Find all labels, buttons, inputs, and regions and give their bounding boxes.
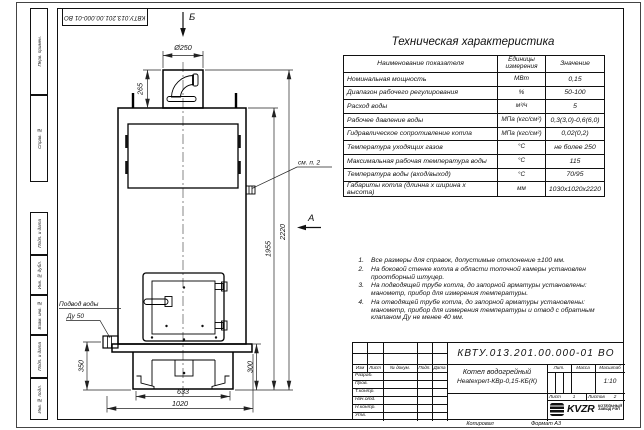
view-b-label: Б: [189, 12, 196, 23]
spec-table: [343, 55, 605, 197]
note-number: 4.: [358, 298, 364, 306]
kvzr-sub-line1: КОТЕЛЬНЫЙ: [598, 403, 622, 408]
kvzr-sub-line2: ЗАВОД РЭП: [598, 407, 620, 412]
door-handle: [144, 299, 168, 305]
bolt: [165, 325, 167, 327]
kvzr-logo-subtext: [598, 405, 626, 412]
spec-cell: 0,15: [546, 73, 604, 87]
spec-cell: Расход воды: [344, 100, 498, 114]
mass-label: Масса: [576, 365, 590, 370]
water-leader: [66, 321, 109, 337]
side-label-text: Подп. и дата: [36, 342, 42, 371]
col-list: Лист: [369, 365, 381, 370]
col-izm: Изм: [355, 365, 365, 370]
grid-line: [547, 400, 625, 401]
leader-dot: [108, 335, 110, 337]
scale-label: Масштаб: [599, 365, 621, 370]
see-note-label: см. п. 2: [298, 159, 321, 167]
spec-cell: не более 250: [546, 141, 604, 155]
spec-table-title: Техническая характеристика: [391, 36, 555, 48]
door-handle-mount: [165, 297, 172, 307]
spec-cell: Номинальная мощность: [344, 73, 498, 87]
spec-cell: Температура уходящих газов: [344, 141, 498, 155]
dim-2220: 2220: [278, 224, 287, 240]
spec-cell: 115: [546, 155, 604, 169]
note-item: [354, 257, 610, 265]
upper-hinge: [238, 161, 241, 174]
format-label: Формат А3: [530, 421, 562, 427]
note-text: На подводящей трубе котла, до запорной арматуры установлены: манометр, прибор для измерения температуры.: [371, 282, 587, 298]
spec-cell: 0,02(0,2): [546, 128, 604, 142]
note-text: На отводящей трубе котла, до запорной арматуры установлены: манометр, прибор для измерения температуры и отвод с обратным клапаном Ду не менее 40 мм.: [371, 298, 595, 322]
dim-265: 265: [135, 83, 145, 95]
elbow-pipe: [172, 76, 194, 98]
dimension-lines: [59, 51, 332, 413]
note-number: 1.: [358, 257, 364, 264]
spec-cell: Габариты котла (длинна х ширина х высота): [344, 182, 498, 196]
note-item: [354, 266, 610, 282]
upper-hinge: [125, 161, 128, 174]
spec-header-cell: Значение: [546, 56, 604, 73]
water-inlet-dn: Ду 50: [67, 313, 84, 320]
note-leader: [252, 167, 332, 189]
spec-cell: МПа (кгс/см²): [498, 114, 546, 128]
dimension-labels: [59, 12, 321, 408]
spec-cell: °С: [498, 141, 546, 155]
col-podp: Подп.: [418, 365, 431, 370]
side-label-text: Справ. №: [36, 128, 42, 149]
lit-label: Лит.: [553, 365, 565, 370]
dim-1955: 1955: [263, 241, 273, 257]
sheet-value: 1: [572, 393, 576, 399]
note-number: 3.: [358, 282, 364, 290]
spec-header-cell: Единицы измерения: [498, 56, 546, 73]
role-nkontr: Н.контр.: [355, 405, 376, 410]
spec-cell: °С: [498, 169, 546, 183]
bolt: [151, 336, 153, 338]
spec-cell: %: [498, 87, 546, 101]
lower-door-inner: [152, 281, 215, 334]
spec-cell: м³/ч: [498, 100, 546, 114]
note-item: [354, 282, 610, 298]
role-nachotd: Нач.отд.: [355, 397, 376, 402]
col-data: Дата: [433, 365, 446, 370]
spec-cell: 0,3(3,0)-0,6(6,0): [546, 114, 604, 128]
bolt: [183, 338, 185, 340]
bolt: [183, 286, 185, 288]
note-text: Все размеры для справок, допустимые отклонение ±100 мм.: [371, 257, 565, 264]
grid-line: [547, 364, 548, 421]
grid-line: [555, 372, 556, 393]
spec-cell: 70/95: [546, 169, 604, 183]
grid-line: [547, 372, 625, 373]
copied-label: Копировал: [466, 421, 494, 427]
side-label-text: Подп. и дата: [36, 219, 42, 248]
spec-cell: мм: [498, 182, 546, 196]
side-label-text: Перв. примен.: [36, 36, 42, 67]
boiler-outline: [103, 70, 255, 389]
grid-line: [586, 393, 587, 400]
spec-cell: Рабочее давление воды: [344, 114, 498, 128]
spec-cell: °С: [498, 155, 546, 169]
foot-left: [137, 376, 155, 389]
product-title-line1: Котел водогрейный: [462, 367, 532, 376]
lower-door: [143, 273, 224, 341]
product-title-line2: Heatexpert-КВр-0,15-КБ(К): [456, 378, 538, 385]
doc-number-top: КВТУ.013.201.00.000-01 ВО: [64, 13, 146, 21]
kvzr-logo-icon: [550, 403, 564, 416]
water-inlet-label: Подвод воды: [59, 301, 99, 308]
spec-cell: Диапазон рабочего регулирования: [344, 87, 498, 101]
role-razrab: Разраб.: [355, 373, 373, 378]
sheet-label: Лист: [549, 393, 561, 399]
note-text: На боковой стенке котла в области топочной камеры установлен проотборный штуцер.: [371, 265, 586, 281]
notes-list: [354, 257, 610, 322]
role-tkontr: Т.контр.: [355, 389, 375, 394]
kvzr-logo-text: KVZR: [567, 402, 595, 415]
view-b-arrowhead: [180, 28, 186, 37]
ash-door-knob: [183, 372, 186, 375]
grid-line: [563, 372, 564, 393]
boiler-body: [118, 108, 246, 344]
spec-cell: 5: [546, 100, 604, 114]
side-fitting: [246, 186, 255, 194]
role-utv: Утв.: [355, 413, 367, 418]
spec-cell: МПа (кгс/см²): [498, 128, 546, 142]
side-label-text: Инв. № дубл.: [36, 260, 42, 290]
sheets-label: Листов: [588, 393, 605, 399]
spec-cell: Гидравлическое сопротивление котла: [344, 128, 498, 142]
scale-value: 1:10: [603, 378, 617, 385]
doc-number: КВТУ.013.201.00.000-01 ВО: [457, 347, 615, 359]
note-item: [354, 299, 610, 322]
note-number: 2.: [358, 265, 364, 273]
spec-cell: МВт: [498, 73, 546, 87]
dim-300: 300: [245, 361, 255, 373]
side-label-text: Взам. инв. №: [36, 300, 42, 330]
spec-cell: 1030х1020х2220: [548, 185, 602, 193]
dim-633: 633: [177, 387, 189, 396]
upper-hinge: [238, 135, 241, 148]
upper-hinge: [125, 135, 128, 148]
col-docum: № докум.: [389, 365, 411, 370]
sheets-value: 2: [613, 393, 617, 399]
spec-cell: Максимальная рабочая температура воды: [344, 155, 498, 169]
bolt: [215, 336, 217, 338]
water-inlet-stub: [103, 336, 118, 348]
spec-cell: 50-100: [546, 87, 604, 101]
dim-d250: Ø250: [174, 43, 192, 52]
grid-line: [417, 343, 418, 421]
bolt: [201, 325, 203, 327]
grid-line: [432, 343, 433, 421]
title-block: [352, 342, 624, 420]
dim-350: 350: [76, 360, 86, 372]
role-prov: Пров.: [355, 381, 368, 386]
view-a-label: А: [308, 213, 315, 224]
side-label-text: Инв. № подл.: [36, 384, 42, 414]
spec-cell: Температура воды (вход/выход): [344, 169, 498, 183]
grid-line: [383, 343, 384, 421]
spec-header-cell: Наименование показателя: [344, 56, 498, 73]
view-a-arrowhead: [297, 225, 306, 231]
dim-1020: 1020: [172, 399, 188, 408]
bottom-plate: [112, 344, 252, 352]
view-arrows: [180, 12, 321, 230]
